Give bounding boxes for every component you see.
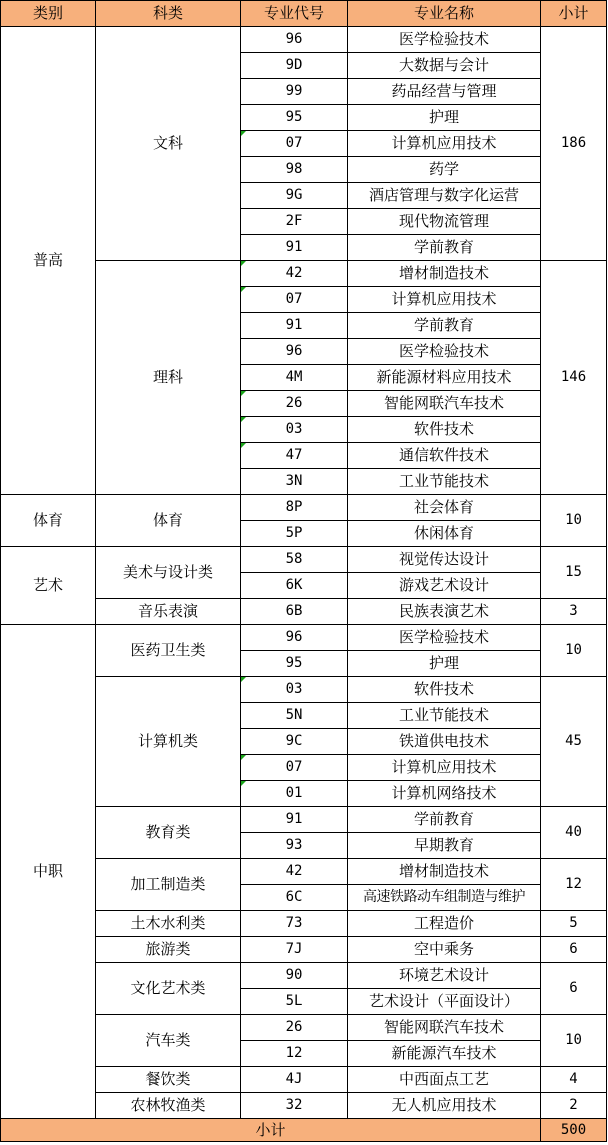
subtotal-qiche: 10	[541, 1015, 607, 1067]
subtotal-wenke: 186	[541, 27, 607, 261]
subtotal-canyin: 4	[541, 1067, 607, 1093]
header-name: 专业名称	[348, 1, 541, 27]
subtotal-yinyue: 3	[541, 599, 607, 625]
major-code: 95	[241, 105, 348, 131]
major-code: 91	[241, 235, 348, 261]
subtotal-like: 146	[541, 261, 607, 495]
major-code: 95	[241, 651, 348, 677]
major-code: 4M	[241, 365, 348, 391]
major-name: 药学	[348, 157, 541, 183]
major-code: 26	[241, 391, 348, 417]
major-name: 增材制造技术	[348, 261, 541, 287]
subtotal-meishu: 15	[541, 547, 607, 599]
major-name: 计算机网络技术	[348, 781, 541, 807]
major-code: 01	[241, 781, 348, 807]
subtotal-tumu: 5	[541, 911, 607, 937]
major-name: 药品经营与管理	[348, 79, 541, 105]
major-name: 休闲体育	[348, 521, 541, 547]
major-code: 32	[241, 1093, 348, 1119]
major-code: 42	[241, 859, 348, 885]
major-code: 12	[241, 1041, 348, 1067]
major-code: 8P	[241, 495, 348, 521]
subtotal-wenhua: 6	[541, 963, 607, 1015]
subtotal-jiaoyu: 40	[541, 807, 607, 859]
group-cell-tiyu: 体育	[1, 495, 96, 547]
major-code: 99	[241, 79, 348, 105]
total-row	[1, 1119, 607, 1142]
major-name: 计算机应用技术	[348, 287, 541, 313]
major-code: 7J	[241, 937, 348, 963]
major-name: 中西面点工艺	[348, 1067, 541, 1093]
subject-cell-tumu: 土木水利类	[96, 911, 241, 937]
major-name: 增材制造技术	[348, 859, 541, 885]
major-code: 5N	[241, 703, 348, 729]
major-code: 73	[241, 911, 348, 937]
major-code: 91	[241, 807, 348, 833]
major-name: 酒店管理与数字化运营	[348, 183, 541, 209]
major-name: 环境艺术设计	[348, 963, 541, 989]
major-code: 9C	[241, 729, 348, 755]
major-name: 学前教育	[348, 807, 541, 833]
major-code: 90	[241, 963, 348, 989]
major-code: 03	[241, 677, 348, 703]
major-code: 2F	[241, 209, 348, 235]
subject-cell-tiyu: 体育	[96, 495, 241, 547]
header-code: 专业代号	[241, 1, 348, 27]
major-name: 社会体育	[348, 495, 541, 521]
subject-cell-jisuanji: 计算机类	[96, 677, 241, 807]
subject-cell-nonglin: 农林牧渔类	[96, 1093, 241, 1119]
major-name: 空中乘务	[348, 937, 541, 963]
header-row	[1, 1, 607, 27]
subject-cell-yiyao: 医药卫生类	[96, 625, 241, 677]
major-code: 6B	[241, 599, 348, 625]
major-name: 游戏艺术设计	[348, 573, 541, 599]
major-name: 医学检验技术	[348, 27, 541, 53]
subject-cell-jiagong: 加工制造类	[96, 859, 241, 911]
major-name: 艺术设计（平面设计）	[348, 989, 541, 1015]
major-name: 无人机应用技术	[348, 1093, 541, 1119]
major-code: 6C	[241, 885, 348, 911]
major-name: 医学检验技术	[348, 625, 541, 651]
major-name: 学前教育	[348, 235, 541, 261]
header-subtotal: 小计	[541, 1, 607, 27]
major-code: 58	[241, 547, 348, 573]
major-code: 3N	[241, 469, 348, 495]
subtotal-lvyou: 6	[541, 937, 607, 963]
subtotal-jisuanji: 45	[541, 677, 607, 807]
major-name: 视觉传达设计	[348, 547, 541, 573]
group-cell-zhongzhi: 中职	[1, 625, 96, 1119]
group-cell-yishu: 艺术	[1, 547, 96, 625]
major-name: 新能源材料应用技术	[348, 365, 541, 391]
major-name: 护理	[348, 651, 541, 677]
table-row	[1, 547, 607, 573]
group-cell-putong: 普高	[1, 27, 96, 495]
major-name: 工程造价	[348, 911, 541, 937]
major-code: 07	[241, 755, 348, 781]
major-name: 学前教育	[348, 313, 541, 339]
major-name: 铁道供电技术	[348, 729, 541, 755]
subject-cell-meishu: 美术与设计类	[96, 547, 241, 599]
subject-cell-wenhua: 文化艺术类	[96, 963, 241, 1015]
total-value: 500	[541, 1119, 607, 1142]
major-name: 计算机应用技术	[348, 755, 541, 781]
subject-cell-yinyue: 音乐表演	[96, 599, 241, 625]
major-code: 9D	[241, 53, 348, 79]
major-name: 计算机应用技术	[348, 131, 541, 157]
subtotal-nonglin: 2	[541, 1093, 607, 1119]
major-code: 07	[241, 287, 348, 313]
subtotal-yiyao: 10	[541, 625, 607, 677]
major-name: 工业节能技术	[348, 703, 541, 729]
major-code: 42	[241, 261, 348, 287]
subtotal-jiagong: 12	[541, 859, 607, 911]
major-code: 9G	[241, 183, 348, 209]
major-code: 96	[241, 625, 348, 651]
subtotal-tiyu: 10	[541, 495, 607, 547]
major-name: 现代物流管理	[348, 209, 541, 235]
major-code: 07	[241, 131, 348, 157]
table-row	[1, 625, 607, 651]
major-name: 医学检验技术	[348, 339, 541, 365]
major-code: 03	[241, 417, 348, 443]
major-name: 高速铁路动车组制造与维护	[348, 885, 541, 911]
major-code: 93	[241, 833, 348, 859]
subject-cell-canyin: 餐饮类	[96, 1067, 241, 1093]
major-code: 91	[241, 313, 348, 339]
total-label: 小计	[1, 1119, 541, 1142]
major-name: 软件技术	[348, 677, 541, 703]
major-name: 新能源汽车技术	[348, 1041, 541, 1067]
subject-cell-lvyou: 旅游类	[96, 937, 241, 963]
major-name: 通信软件技术	[348, 443, 541, 469]
major-code: 6K	[241, 573, 348, 599]
major-code: 98	[241, 157, 348, 183]
table-row	[1, 495, 607, 521]
major-name: 智能网联汽车技术	[348, 391, 541, 417]
major-code: 5P	[241, 521, 348, 547]
major-name: 大数据与会计	[348, 53, 541, 79]
major-name: 民族表演艺术	[348, 599, 541, 625]
major-code: 4J	[241, 1067, 348, 1093]
major-name: 早期教育	[348, 833, 541, 859]
subject-cell-jiaoyu: 教育类	[96, 807, 241, 859]
subject-cell-qiche: 汽车类	[96, 1015, 241, 1067]
header-category: 类别	[1, 1, 96, 27]
major-code: 47	[241, 443, 348, 469]
major-code: 96	[241, 339, 348, 365]
major-code: 26	[241, 1015, 348, 1041]
major-name: 工业节能技术	[348, 469, 541, 495]
major-name: 护理	[348, 105, 541, 131]
subject-cell-wenke: 文科	[96, 27, 241, 261]
major-code: 5L	[241, 989, 348, 1015]
table-row	[1, 27, 607, 53]
major-code: 96	[241, 27, 348, 53]
major-name: 智能网联汽车技术	[348, 1015, 541, 1041]
major-name: 软件技术	[348, 417, 541, 443]
subject-cell-like: 理科	[96, 261, 241, 495]
header-subject: 科类	[96, 1, 241, 27]
